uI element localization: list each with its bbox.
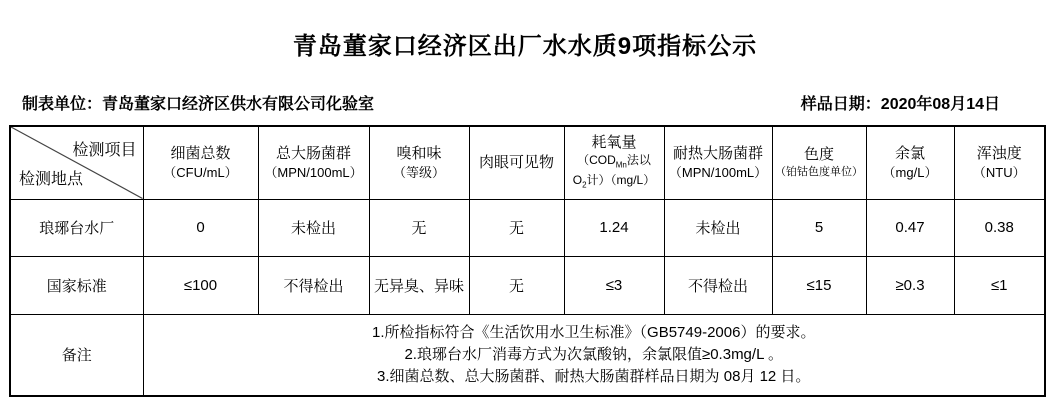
table-row-national-standard [10, 256, 1045, 314]
meta-row [0, 91, 1050, 114]
row-label-plant: 琅琊台水厂 [10, 199, 143, 256]
corner-cell [10, 126, 143, 199]
column-header-residual-chlorine: 余氯 （mg/L） [866, 126, 954, 199]
column-header-total-coliform: 总大肠菌群 （MPN/100mL） [258, 126, 369, 199]
column-header-thermotolerant-coliform: 耐热大肠菌群 （MPN/100mL） [664, 126, 772, 199]
corner-label-location: 检测地点 [19, 170, 84, 188]
value-cell: ≤3 [564, 256, 664, 314]
producer-label: 制表单位：青岛董家口经济区供水有限公司化验室 [22, 96, 375, 113]
value-cell: ≤1 [954, 256, 1045, 314]
value-cell: 无 [369, 199, 469, 256]
header-row [10, 126, 1045, 199]
remark-label: 备注 [10, 314, 143, 396]
oxygen-consumption-unit: （$COD_{Mn}$法以 $O_2$计）（mg/L） [572, 153, 656, 190]
value-cell: 无 [469, 256, 564, 314]
value-cell: 不得检出 [664, 256, 772, 314]
remark-text-cell [143, 314, 1045, 396]
table-row-plant [10, 199, 1045, 256]
water-quality-table [9, 125, 1046, 397]
value-cell: 5 [772, 199, 866, 256]
column-header-chroma: 色度 （铂钴色度单位） [772, 126, 866, 199]
value-cell: 未检出 [258, 199, 369, 256]
page-title: 青岛董家口经济区出厂水水质9项指标公示 [292, 33, 758, 60]
value-cell: ≤100 [143, 256, 258, 314]
value-cell: 无异臭、异味 [369, 256, 469, 314]
remark-row [10, 314, 1045, 396]
remark-line: 3.细菌总数、总大肠菌群、耐热大肠菌群样品日期为 08月 12 日。 [377, 367, 811, 385]
row-label-national-standard: 国家标准 [10, 256, 143, 314]
value-cell: 0 [143, 199, 258, 256]
value-cell: ≥0.3 [866, 256, 954, 314]
column-header-turbidity: 浑浊度 （NTU） [954, 126, 1045, 199]
column-header-odor: 嗅和味 （等级） [369, 126, 469, 199]
value-cell: 未检出 [664, 199, 772, 256]
value-cell: 1.24 [564, 199, 664, 256]
value-cell: 无 [469, 199, 564, 256]
value-cell: 不得检出 [258, 256, 369, 314]
remark-line: 2.琅琊台水厂消毒方式为次氯酸钠，余氯限值≥0.3mg/L 。 [404, 345, 784, 363]
column-header-oxygen-consumption: 耗氧量 （$COD_{Mn}$法以 $O_2$计）（mg/L） [564, 126, 664, 199]
column-header-bacteria: 细菌总数 （CFU/mL） [143, 126, 258, 199]
value-cell: 0.38 [954, 199, 1045, 256]
remark-line: 1.所检指标符合《生活饮用水卫生标准》（GB5749-2006）的要求。 [372, 323, 816, 341]
corner-label-items: 检测项目 [72, 142, 137, 159]
value-cell: ≤15 [772, 256, 866, 314]
value-cell: 0.47 [866, 199, 954, 256]
column-header-visible-matter: 肉眼可见物 [469, 126, 564, 199]
sample-date-label: 样品日期：2020年08月14日 [800, 96, 1000, 113]
